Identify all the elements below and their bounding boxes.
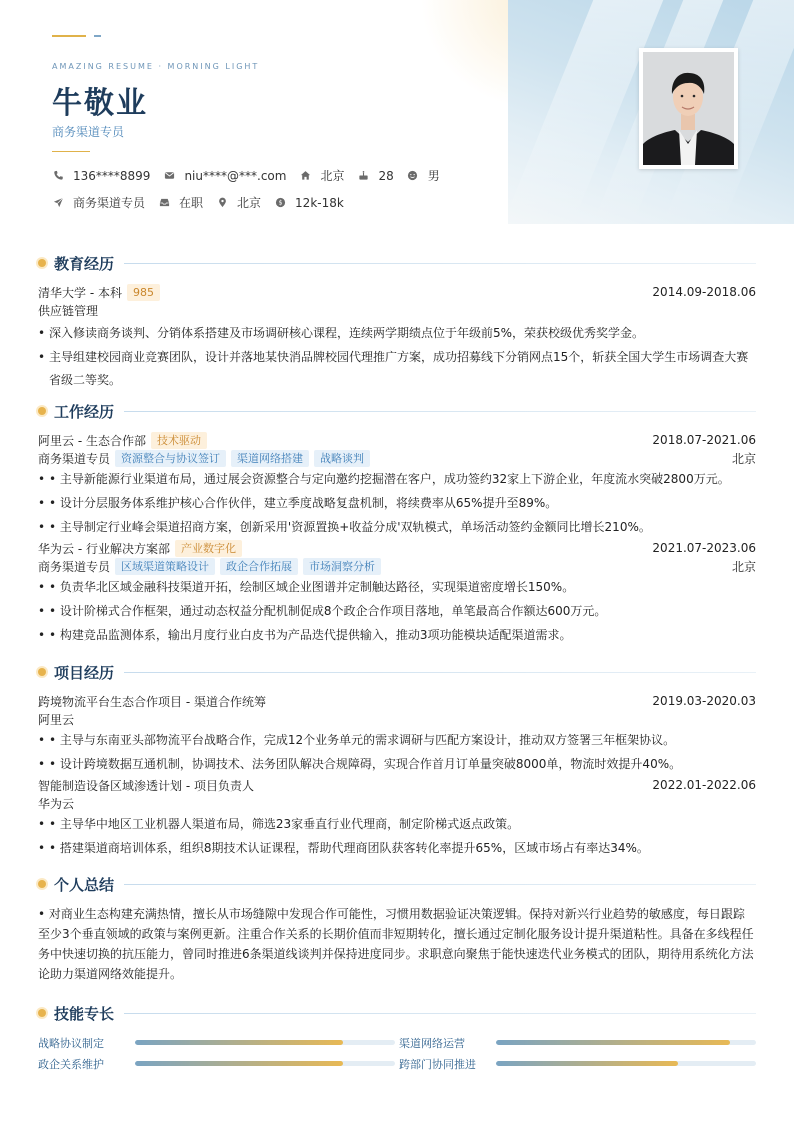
skill-tag: 区域渠道策略设计: [115, 558, 215, 575]
skill-tag: 政企合作拓展: [220, 558, 298, 575]
projects-section: [38, 662, 756, 860]
project-bullet: • • 主导与东南亚头部物流平台战略合作，完成12个业务单元的需求调研与匹配方案设计，推动双方签署三年框架协议。: [38, 728, 756, 752]
education-entry: [38, 283, 756, 301]
location-pin-icon: [216, 197, 228, 209]
cake-icon: [357, 170, 369, 182]
job-heading: [38, 431, 756, 449]
school-name: 清华大学 - 本科: [38, 285, 122, 300]
section-title: 个人总结: [54, 875, 115, 894]
section-title: 工作经历: [54, 402, 115, 421]
send-icon: [52, 197, 64, 209]
candidate-role: 商务渠道专员: [52, 125, 125, 139]
mail-icon: [163, 170, 175, 182]
phone-text: 136****8899: [73, 168, 151, 183]
project-entry: [38, 776, 756, 860]
skill-tag: 战略谈判: [314, 450, 370, 467]
svg-text:$: $: [278, 198, 283, 207]
company-name: 阿里云 - 生态合作部: [38, 433, 146, 448]
project-org: 阿里云: [38, 712, 75, 727]
gender-text: 男: [427, 169, 440, 183]
skill-tag: 资源整合与协议签订: [115, 450, 226, 467]
job-bullet: • • 设计阶梯式合作框架，通过动态权益分配机制促成8个政企合作项目落地，单笔最高合作额达600万元。: [38, 599, 756, 623]
decor-line-blue: [94, 35, 101, 37]
info-status: [158, 194, 203, 211]
work-section: [38, 401, 756, 647]
project-entry: [38, 692, 756, 776]
skill-name: 政企关系维护: [38, 1057, 104, 1071]
target-role-text: 商务渠道专员: [73, 196, 146, 210]
company-name: 华为云 - 行业解决方案部: [38, 541, 170, 556]
job-bullet: • • 负责华北区域金融科技渠道开拓，绘制区域企业图谱并定制触达路径，实现渠道密度增长150%。: [38, 575, 756, 599]
job-date: 2018.07-2021.06: [652, 433, 756, 447]
job-date: 2021.07-2023.06: [652, 541, 756, 555]
skill-tag: 市场洞察分析: [303, 558, 381, 575]
job-entry: [38, 431, 756, 539]
projects-header: [38, 662, 756, 682]
section-divider: [124, 672, 756, 673]
skill-bar-fill: [135, 1040, 343, 1045]
job-subheading: [38, 557, 756, 575]
project-org: 华为云: [38, 796, 75, 811]
job-position: 商务渠道专员: [38, 451, 111, 466]
location-text: 北京: [237, 196, 262, 210]
phone-icon: [52, 170, 64, 182]
job-bullet: • • 设计分层服务体系维护核心合作伙伴，建立季度战略复盘机制，将续费率从65%提升至89%。: [38, 491, 756, 515]
section-title: 项目经历: [54, 663, 115, 682]
contact-info-row: [52, 167, 453, 184]
summary-header: [38, 874, 756, 894]
project-date: 2022.01-2022.06: [652, 778, 756, 792]
job-bullet: • • 主导新能源行业渠道布局，通过展会资源整合与定向邀约挖掘潜在客户，成功签约32家上下游企业，年度流水突破2800万元。: [38, 467, 756, 491]
status-text: 在职: [179, 196, 204, 210]
work-header: [38, 401, 756, 421]
job-heading: [38, 539, 756, 557]
summary-text: • 对商业生态构建充满热情，擅长从市场缝隙中发现合作可能性，习惯用数据验证决策逻辑。保持对新兴行业趋势的敏感度，每日跟踪至少3个垂直领域的政策与案例更新。注重合作关系的长期价值而非短期转化，擅长通过定制化服务设计提升渠道粘性。具备在多线程任务中快速切换的抗压能力，曾同时推进6条渠道线谈判并保持进度同步。求职意向聚焦于能快速迭代业务模式的团队，期待用系统化方法论助力渠道网络效能提升。: [38, 907, 754, 981]
education-date: 2014.09-2018.06: [652, 285, 756, 299]
skills-header: [38, 1003, 756, 1023]
section-dot-icon: [38, 668, 46, 676]
summary-section: [38, 874, 756, 984]
job-city: 北京: [731, 559, 756, 574]
email-text: niu****@***.com: [184, 168, 287, 183]
skill-item: [399, 1054, 756, 1073]
info-target-role: [52, 194, 145, 211]
skills-section: [38, 1003, 756, 1073]
info-age: [357, 169, 393, 183]
job-bullet: • • 主导制定行业峰会渠道招商方案，创新采用'资源置换+收益分成'双轨模式，单场活动签约金额同比增长210%。: [38, 515, 756, 539]
education-bullet: • 深入修读商务谈判、分销体系搭建及市场调研核心课程，连续两学期绩点位于年级前5%，荣获校级优秀奖学金。: [38, 322, 756, 344]
job-position: 商务渠道专员: [38, 559, 111, 574]
status-info-row: [52, 194, 357, 211]
skills-grid: [38, 1033, 756, 1073]
decor-line-gold-short: [52, 151, 90, 152]
project-bullet: • • 主导华中地区工业机器人渠道布局，筛选23家垂直行业代理商，制定阶梯式返点政策。: [38, 812, 756, 836]
job-entry: [38, 539, 756, 647]
section-dot-icon: [38, 407, 46, 415]
section-divider: [124, 263, 756, 264]
skill-tag: 渠道网络搭建: [231, 450, 309, 467]
project-name: 跨境物流平台生态合作项目 - 渠道合作统筹: [38, 694, 266, 709]
info-salary: [274, 196, 344, 210]
skill-bar: [135, 1061, 395, 1066]
section-dot-icon: [38, 880, 46, 888]
company-badge: 技术驱动: [151, 432, 207, 449]
skill-bar-fill: [135, 1061, 343, 1066]
profile-photo: [643, 52, 734, 165]
coin-icon: [274, 197, 286, 209]
skill-bar: [496, 1061, 756, 1066]
company-badge: 产业数字化: [175, 540, 242, 557]
info-gender: [407, 167, 440, 184]
job-subheading: [38, 449, 756, 467]
info-phone: [52, 169, 150, 183]
home-icon: [299, 170, 311, 182]
project-date: 2019.03-2020.03: [652, 694, 756, 708]
skill-bar-fill: [496, 1061, 678, 1066]
skill-item: [38, 1033, 395, 1052]
tagline: AMAZING RESUME · MORNING LIGHT: [52, 62, 260, 71]
job-bullet: • • 构建竞品监测体系，输出月度行业白皮书为产品迭代提供输入，推动3项功能模块适配渠道需求。: [38, 623, 756, 647]
age-text: 28: [378, 168, 394, 183]
project-bullet: • • 设计跨境数据互通机制，协调技术、法务团队解决合规障碍，实现合作首月订单量突破8000单，物流时效提升40%。: [38, 752, 756, 776]
project-heading: [38, 776, 756, 794]
section-divider: [124, 411, 756, 412]
section-title: 技能专长: [54, 1004, 115, 1023]
school-badge: 985: [127, 284, 160, 301]
project-bullet: • • 搭建渠道商培训体系，组织8期技术认证课程，帮助代理商团队获客转化率提升65%，区域市场占有率达34%。: [38, 836, 756, 860]
skill-item: [38, 1054, 395, 1073]
home-text: 北京: [320, 169, 345, 183]
section-title: 教育经历: [54, 254, 115, 273]
face-icon: [407, 170, 419, 182]
skill-name: 跨部门协同推进: [399, 1057, 476, 1071]
section-dot-icon: [38, 1009, 46, 1017]
profile-photo-frame: [639, 48, 738, 169]
skill-bar: [496, 1040, 756, 1045]
skill-name: 渠道网络运营: [399, 1036, 465, 1050]
major: 供应链管理: [38, 303, 99, 318]
salary-text: 12k-18k: [295, 195, 344, 210]
project-name: 智能制造设备区域渗透计划 - 项目负责人: [38, 778, 254, 793]
section-divider: [124, 884, 756, 885]
decor-line-gold: [52, 35, 86, 37]
education-section: [38, 253, 756, 392]
skill-item: [399, 1033, 756, 1052]
job-city: 北京: [731, 451, 756, 466]
project-heading: [38, 692, 756, 710]
skill-bar-fill: [496, 1040, 730, 1045]
info-home: [299, 167, 344, 184]
inbox-icon: [158, 197, 170, 209]
section-divider: [124, 1013, 756, 1014]
skill-bar: [135, 1040, 395, 1045]
education-header: [38, 253, 756, 273]
education-bullet: • 主导组建校园商业竞赛团队，设计并落地某快消品牌校园代理推广方案，成功招募线下分销网点15个，斩获全国大学生市场调查大赛省级二等奖。: [38, 346, 756, 392]
info-location: [216, 194, 261, 211]
skill-name: 战略协议制定: [38, 1036, 104, 1050]
info-email: [163, 169, 286, 183]
section-dot-icon: [38, 259, 46, 267]
candidate-name: 牛敬业: [52, 86, 148, 121]
